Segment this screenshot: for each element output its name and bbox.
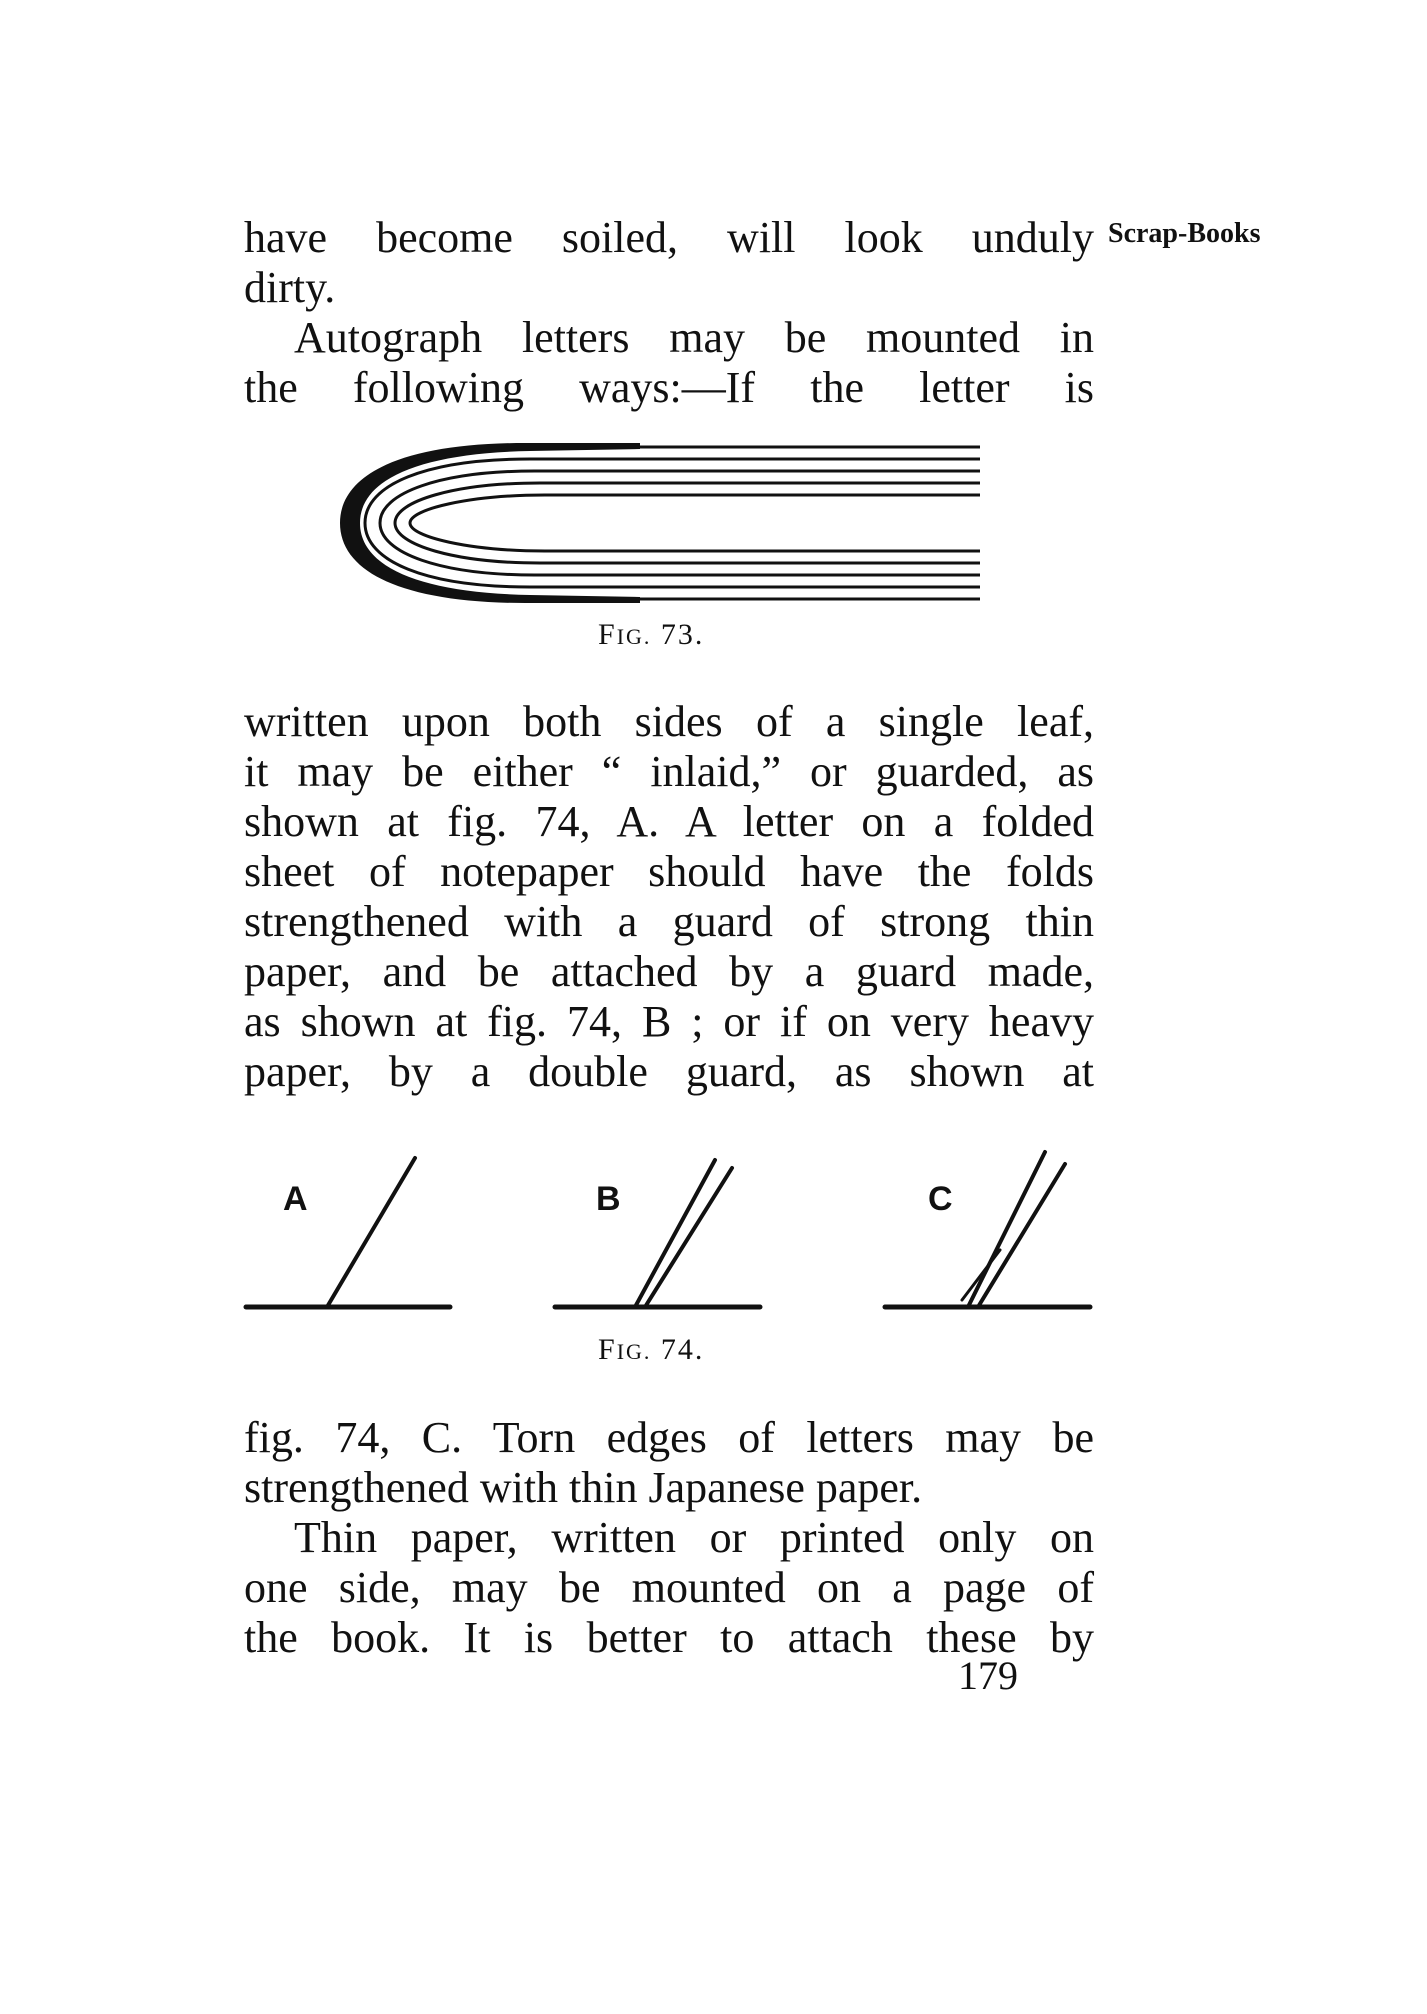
text-line: strengthened with a guard of strong thin bbox=[244, 897, 1094, 946]
paragraph-5 bbox=[244, 1513, 1094, 1663]
caption-smallcaps: IG. bbox=[616, 1339, 652, 1364]
text-line: it may be either “ inlaid,” or guarded, as bbox=[244, 747, 1094, 796]
paragraph-4 bbox=[244, 1413, 1094, 1513]
page-number: 179 bbox=[958, 1653, 1018, 1698]
guard-c-leaf bbox=[978, 1164, 1065, 1307]
caption-prefix: F bbox=[598, 1333, 617, 1366]
text-line: Autograph letters may be mounted in bbox=[294, 313, 1094, 362]
caption-number: 74. bbox=[660, 1333, 705, 1366]
figure-74-label-c: C bbox=[928, 1180, 953, 1218]
caption-number: 73. bbox=[660, 618, 705, 651]
fold-line bbox=[410, 495, 980, 551]
caption-prefix: F bbox=[598, 618, 617, 651]
guard-c-leaf bbox=[968, 1152, 1045, 1307]
text-line: fig. 74, C. Torn edges of letters may be bbox=[244, 1413, 1094, 1462]
figure-73-caption bbox=[598, 618, 704, 652]
figure-74-label-b: B bbox=[596, 1180, 621, 1218]
figure-74-label-a: A bbox=[283, 1180, 308, 1218]
paragraph-1 bbox=[244, 213, 1094, 313]
paragraph-2 bbox=[244, 313, 1094, 413]
guard-b-leaf bbox=[635, 1160, 715, 1307]
guard-b-leaf bbox=[645, 1168, 732, 1307]
text-line: Thin paper, written or printed only on bbox=[294, 1513, 1094, 1562]
text-line: sheet of notepaper should have the folds bbox=[244, 847, 1094, 896]
guard-wedge bbox=[340, 443, 640, 603]
text-line: shown at fig. 74, A. A letter on a folded bbox=[244, 797, 1094, 846]
running-head: Scrap-Books bbox=[1108, 218, 1261, 249]
caption-smallcaps: IG. bbox=[616, 624, 652, 649]
text-line: written upon both sides of a single leaf, bbox=[244, 697, 1094, 746]
text-line: one side, may be mounted on a page of bbox=[244, 1563, 1094, 1612]
figure-73-illustration bbox=[340, 435, 980, 610]
text-line: strengthened with thin Japanese paper. bbox=[244, 1463, 923, 1512]
text-line: as shown at fig. 74, B ; or if on very heavy bbox=[244, 997, 1094, 1046]
text-line: dirty. bbox=[244, 263, 336, 312]
text-line: have become soiled, will look unduly bbox=[244, 213, 1094, 262]
paragraph-3 bbox=[244, 697, 1094, 1097]
figure-74-illustration bbox=[240, 1140, 1110, 1330]
text-line: paper, and be attached by a guard made, bbox=[244, 947, 1094, 996]
text-line: the book. It is better to attach these by bbox=[244, 1613, 1094, 1662]
text-line: the following ways:—If the letter is bbox=[244, 363, 1094, 412]
guard-c-leaf bbox=[962, 1250, 1000, 1300]
guard-a-leaf bbox=[327, 1158, 415, 1307]
text-line: paper, by a double guard, as shown at bbox=[244, 1047, 1094, 1096]
figure-74-caption bbox=[598, 1333, 704, 1367]
